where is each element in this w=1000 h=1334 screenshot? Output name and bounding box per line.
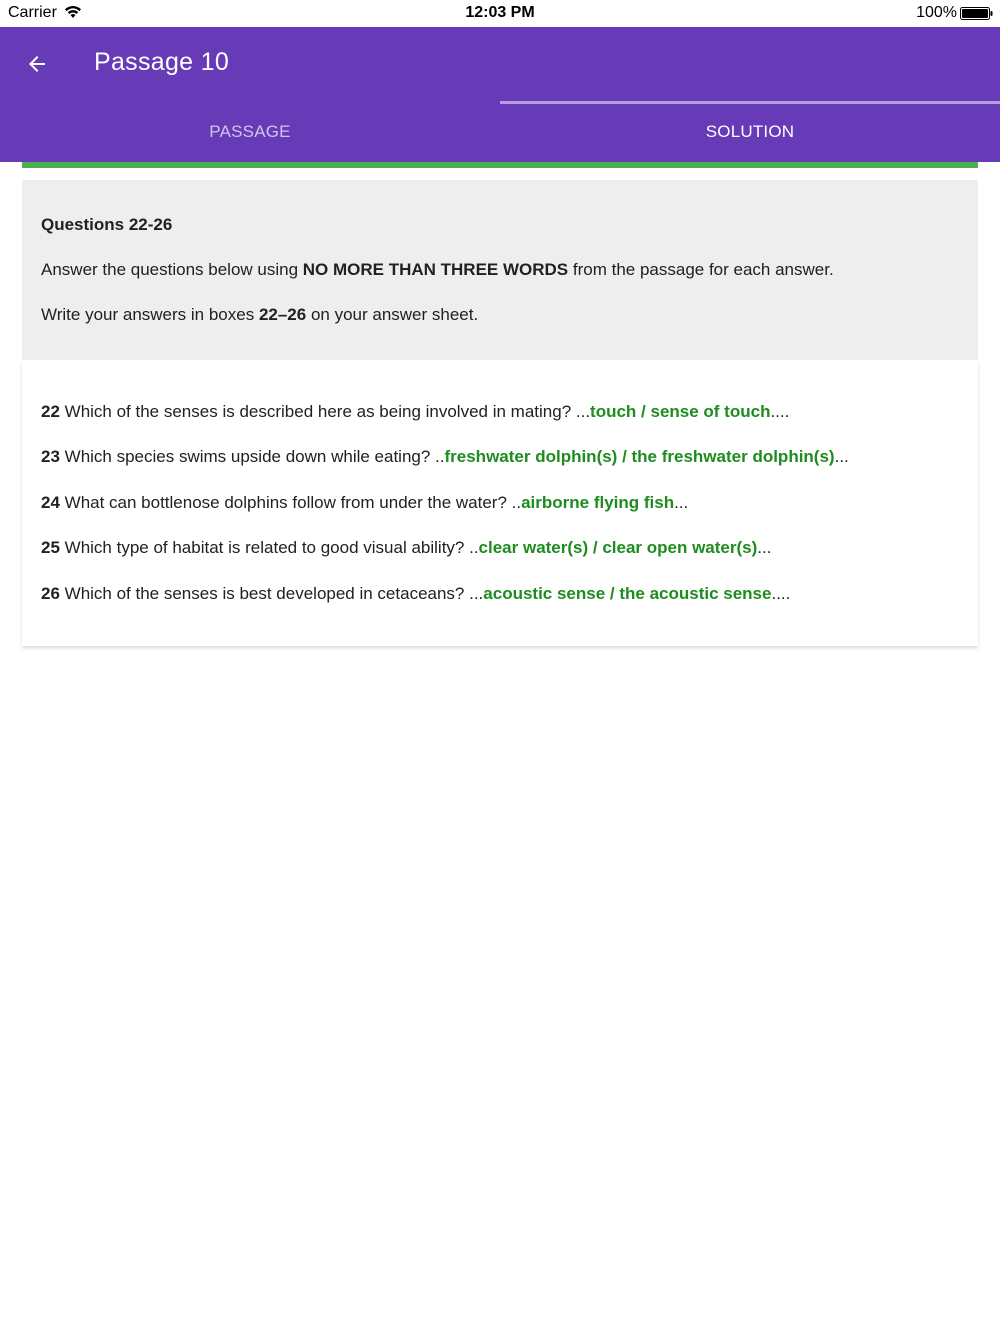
answer-text: clear water(s) / clear open water(s) — [478, 538, 758, 557]
question-text: Which of the senses is best developed in cetaceans? ... — [59, 584, 484, 603]
instruction-text: Write your answers in boxes — [41, 305, 259, 324]
answer-suffix: ... — [834, 447, 849, 466]
page-title: Passage 10 — [94, 48, 230, 76]
question-text: Which species swims upside down while eating? .. — [59, 447, 445, 466]
questions-heading: Questions 22-26 — [41, 215, 173, 234]
app-bar — [0, 27, 1000, 162]
instruction-text: from the passage for each answer. — [568, 260, 834, 279]
question-number: 23 — [41, 447, 60, 466]
instruction-emphasis: 22–26 — [258, 305, 307, 324]
tab-selected-indicator — [500, 101, 1000, 104]
instruction-text: Answer the questions below using — [41, 260, 303, 279]
arrow-back-icon — [25, 52, 49, 76]
question-item — [41, 447, 849, 467]
answer-text: airborne flying fish — [521, 493, 675, 512]
question-number: 22 — [41, 402, 60, 421]
status-bar — [0, 0, 1000, 27]
answer-suffix: ... — [757, 538, 772, 557]
progress-bar — [22, 162, 978, 168]
question-text: What can bottlenose dolphins follow from under the water? .. — [59, 493, 522, 512]
question-item — [41, 402, 789, 422]
answer-text: touch / sense of touch — [590, 402, 771, 421]
back-button[interactable] — [18, 45, 56, 83]
instruction-line-1 — [41, 260, 834, 280]
tab-passage[interactable]: PASSAGE — [209, 121, 291, 141]
battery-icon — [960, 7, 994, 20]
question-number: 25 — [41, 538, 60, 557]
instruction-emphasis: NO MORE THAN THREE WORDS — [302, 260, 569, 279]
answer-text: freshwater dolphin(s) / the freshwater dolphin(s) — [444, 447, 835, 466]
answer-suffix: .... — [771, 584, 791, 603]
instruction-text: on your answer sheet. — [306, 305, 479, 324]
question-item — [41, 584, 790, 604]
questions-list — [22, 361, 978, 646]
answer-suffix: .... — [770, 402, 790, 421]
question-item — [41, 538, 771, 558]
tab-solution[interactable]: SOLUTION — [705, 121, 795, 141]
answer-text: acoustic sense / the acoustic sense — [483, 584, 772, 603]
instruction-line-2 — [41, 305, 478, 325]
question-number: 26 — [41, 584, 60, 603]
question-number: 24 — [41, 493, 60, 512]
answer-suffix: ... — [674, 493, 689, 512]
battery-percentage: 100% — [916, 4, 957, 21]
carrier-label: Carrier — [8, 4, 57, 21]
tab-bar — [0, 101, 1000, 162]
clock: 12:03 PM — [465, 4, 535, 21]
question-text: Which type of habitat is related to good visual ability? .. — [59, 538, 479, 557]
question-item — [41, 493, 688, 513]
instructions-panel — [22, 180, 978, 360]
question-text: Which of the senses is described here as being involved in mating? ... — [59, 402, 591, 421]
